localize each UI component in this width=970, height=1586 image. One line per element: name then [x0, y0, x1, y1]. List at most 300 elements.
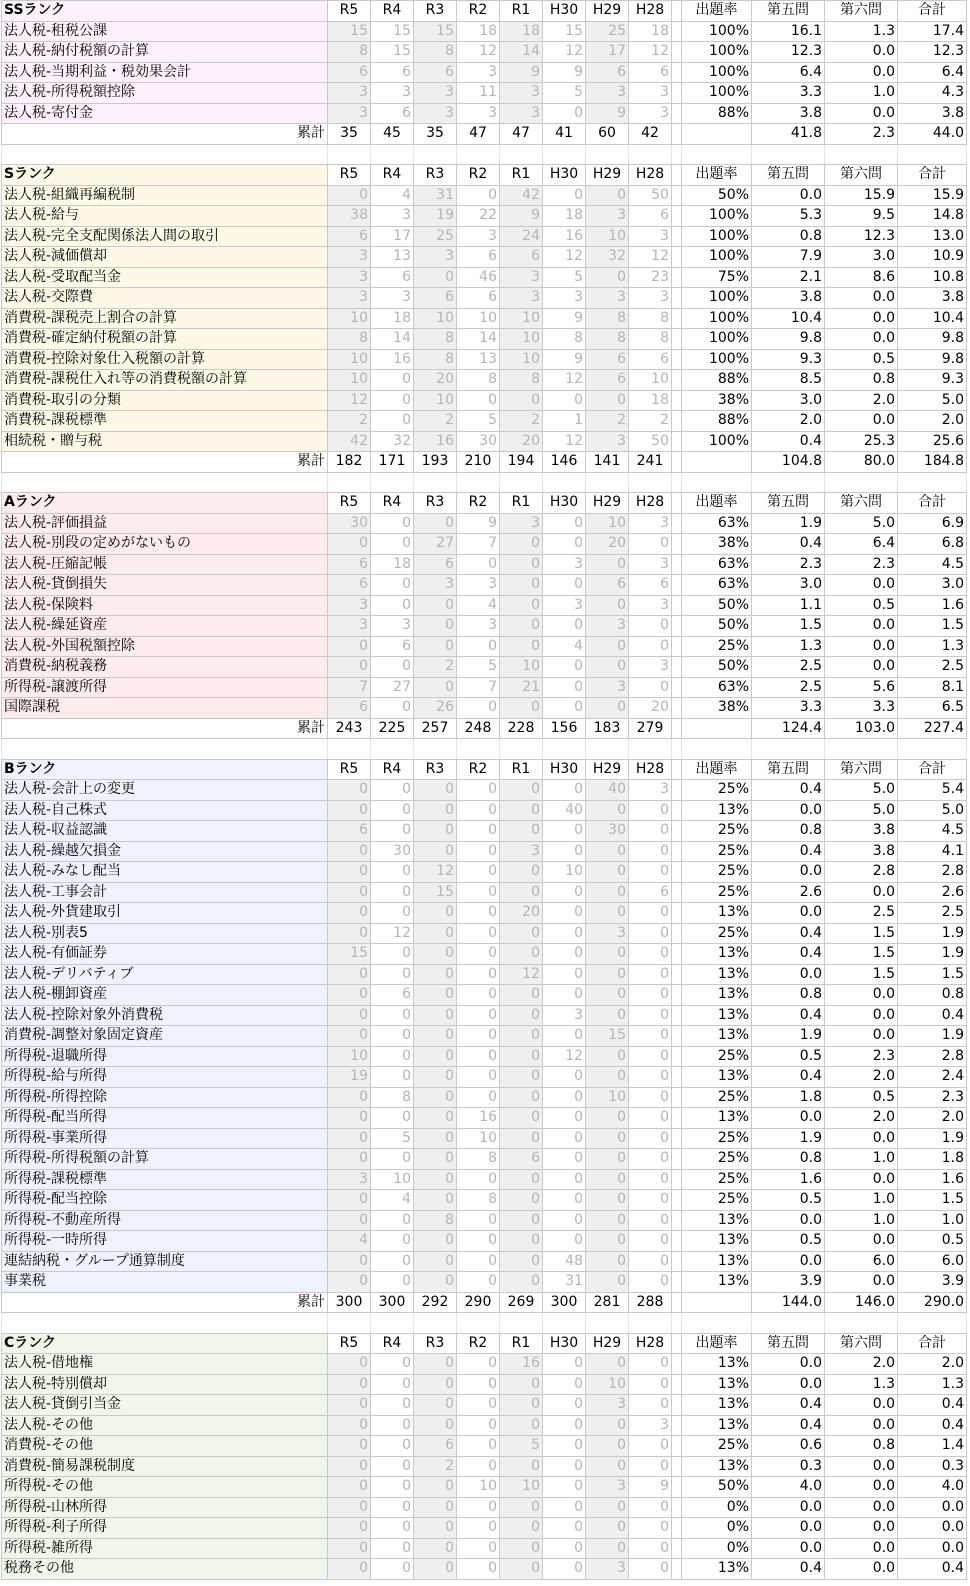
q6-cell[interactable]: 0.0 [825, 411, 898, 432]
year-score-cell[interactable]: 3 [629, 595, 672, 616]
year-column-header[interactable]: H30 [543, 493, 586, 514]
year-score-cell[interactable]: 6 [586, 370, 629, 391]
year-score-cell[interactable]: 0 [629, 1005, 672, 1026]
year-score-cell[interactable]: 0 [629, 1518, 672, 1539]
empty-cell[interactable] [672, 370, 682, 391]
year-score-cell[interactable]: 0 [457, 841, 500, 862]
year-score-cell[interactable]: 0 [629, 841, 672, 862]
q6-cell[interactable]: 2.0 [825, 1108, 898, 1129]
year-score-cell[interactable]: 6 [414, 1436, 457, 1457]
rate-cell[interactable]: 13% [682, 903, 752, 924]
q5-cell[interactable]: 0.4 [752, 923, 825, 944]
year-score-cell[interactable]: 0 [328, 964, 371, 985]
empty-cell[interactable] [672, 1, 682, 22]
empty-cell[interactable] [898, 144, 967, 165]
topic-label[interactable]: 法人税-繰延資産 [2, 616, 328, 637]
year-score-cell[interactable]: 0 [414, 1497, 457, 1518]
year-score-cell[interactable]: 0 [500, 1026, 543, 1047]
year-score-cell[interactable]: 6 [371, 103, 414, 124]
q6-cell[interactable]: 1.3 [825, 1374, 898, 1395]
year-score-cell[interactable]: 10 [414, 308, 457, 329]
year-column-header[interactable]: H29 [586, 759, 629, 780]
empty-cell[interactable] [672, 1026, 682, 1047]
total-cell[interactable]: 1.9 [898, 944, 967, 965]
q6-cell[interactable]: 0.8 [825, 370, 898, 391]
empty-cell[interactable] [672, 985, 682, 1006]
empty-cell[interactable] [672, 1046, 682, 1067]
year-score-cell[interactable]: 3 [586, 431, 629, 452]
q6-cell[interactable]: 5.6 [825, 677, 898, 698]
year-score-cell[interactable]: 31 [414, 185, 457, 206]
empty-cell[interactable] [328, 1313, 371, 1334]
year-column-header[interactable]: R2 [457, 1, 500, 22]
total-cell[interactable]: 6.5 [898, 698, 967, 719]
year-score-cell[interactable]: 23 [629, 267, 672, 288]
q6-cell[interactable]: 0.5 [825, 349, 898, 370]
q6-cell[interactable]: 0.0 [825, 1231, 898, 1252]
year-score-cell[interactable]: 40 [586, 780, 629, 801]
year-score-cell[interactable]: 0 [371, 1210, 414, 1231]
year-score-cell[interactable]: 0 [371, 595, 414, 616]
year-score-cell[interactable]: 0 [371, 698, 414, 719]
year-score-cell[interactable]: 0 [543, 1538, 586, 1559]
year-score-cell[interactable]: 0 [328, 1559, 371, 1580]
q6-cell[interactable]: 12.3 [825, 226, 898, 247]
rate-cell[interactable]: 13% [682, 1108, 752, 1129]
year-score-cell[interactable]: 0 [457, 554, 500, 575]
year-score-cell[interactable]: 3 [629, 103, 672, 124]
cumulative-year-cell[interactable]: 281 [586, 1292, 629, 1313]
year-score-cell[interactable]: 4 [457, 595, 500, 616]
topic-label[interactable]: 法人税-棚卸資産 [2, 985, 328, 1006]
year-score-cell[interactable]: 0 [328, 1436, 371, 1457]
year-score-cell[interactable]: 0 [500, 595, 543, 616]
topic-label[interactable]: 消費税-納税義務 [2, 657, 328, 678]
year-score-cell[interactable]: 8 [414, 42, 457, 63]
year-score-cell[interactable]: 3 [629, 554, 672, 575]
year-score-cell[interactable]: 3 [500, 83, 543, 104]
total-cell[interactable]: 2.3 [898, 1087, 967, 1108]
empty-cell[interactable] [898, 1313, 967, 1334]
year-score-cell[interactable]: 0 [457, 698, 500, 719]
year-score-cell[interactable]: 3 [500, 267, 543, 288]
q5-cell[interactable]: 1.5 [752, 616, 825, 637]
topic-label[interactable]: 法人税-当期利益・税効果会計 [2, 62, 328, 83]
topic-label[interactable]: 法人税-自己株式 [2, 800, 328, 821]
q5-cell[interactable]: 9.3 [752, 349, 825, 370]
q6-cell[interactable]: 0.0 [825, 1395, 898, 1416]
stat-column-header[interactable]: 合計 [898, 759, 967, 780]
year-score-cell[interactable]: 8 [457, 1190, 500, 1211]
year-score-cell[interactable]: 6 [328, 554, 371, 575]
total-cell[interactable]: 1.4 [898, 1436, 967, 1457]
year-score-cell[interactable]: 3 [328, 616, 371, 637]
year-score-cell[interactable]: 10 [500, 1477, 543, 1498]
empty-cell[interactable] [2, 1313, 328, 1334]
q6-cell[interactable]: 0.0 [825, 1005, 898, 1026]
empty-cell[interactable] [672, 226, 682, 247]
q6-cell[interactable]: 3.3 [825, 698, 898, 719]
empty-cell[interactable] [457, 1313, 500, 1334]
rate-cell[interactable]: 63% [682, 554, 752, 575]
year-score-cell[interactable]: 0 [457, 882, 500, 903]
rate-cell[interactable]: 25% [682, 780, 752, 801]
empty-cell[interactable] [672, 534, 682, 555]
year-score-cell[interactable]: 0 [328, 636, 371, 657]
year-score-cell[interactable]: 0 [457, 636, 500, 657]
year-score-cell[interactable]: 10 [457, 1128, 500, 1149]
year-score-cell[interactable]: 42 [500, 185, 543, 206]
year-score-cell[interactable]: 4 [371, 1190, 414, 1211]
empty-cell[interactable] [543, 1313, 586, 1334]
year-column-header[interactable]: H30 [543, 1, 586, 22]
topic-label[interactable]: 法人税-有価証券 [2, 944, 328, 965]
year-score-cell[interactable]: 0 [328, 1272, 371, 1293]
year-score-cell[interactable]: 0 [500, 1374, 543, 1395]
year-score-cell[interactable]: 0 [500, 1190, 543, 1211]
year-score-cell[interactable]: 6 [586, 349, 629, 370]
topic-label[interactable]: 国際課税 [2, 698, 328, 719]
year-score-cell[interactable]: 0 [328, 1456, 371, 1477]
year-score-cell[interactable]: 48 [543, 1251, 586, 1272]
year-score-cell[interactable]: 0 [457, 923, 500, 944]
empty-cell[interactable] [672, 1149, 682, 1170]
total-cell[interactable]: 14.8 [898, 206, 967, 227]
year-column-header[interactable]: H28 [629, 759, 672, 780]
empty-cell[interactable] [672, 862, 682, 883]
topic-label[interactable]: 所得税-利子所得 [2, 1518, 328, 1539]
year-score-cell[interactable]: 10 [500, 349, 543, 370]
topic-label[interactable]: 法人税-繰越欠損金 [2, 841, 328, 862]
year-score-cell[interactable]: 0 [586, 1456, 629, 1477]
year-score-cell[interactable]: 0 [500, 1005, 543, 1026]
year-score-cell[interactable]: 5 [457, 657, 500, 678]
year-score-cell[interactable]: 0 [414, 1415, 457, 1436]
q6-cell[interactable]: 1.5 [825, 944, 898, 965]
rate-cell[interactable]: 25% [682, 1436, 752, 1457]
topic-label[interactable]: 消費税-調整対象固定資産 [2, 1026, 328, 1047]
q5-cell[interactable]: 1.1 [752, 595, 825, 616]
topic-label[interactable]: 法人税-デリバティブ [2, 964, 328, 985]
year-score-cell[interactable]: 0 [543, 1518, 586, 1539]
year-score-cell[interactable]: 0 [586, 841, 629, 862]
year-score-cell[interactable]: 12 [500, 964, 543, 985]
rate-cell[interactable]: 13% [682, 1251, 752, 1272]
year-score-cell[interactable]: 0 [586, 1415, 629, 1436]
year-score-cell[interactable]: 6 [629, 882, 672, 903]
empty-cell[interactable] [752, 739, 825, 760]
year-score-cell[interactable]: 0 [371, 780, 414, 801]
year-score-cell[interactable]: 0 [414, 1518, 457, 1539]
year-score-cell[interactable]: 0 [500, 1251, 543, 1272]
rate-cell[interactable]: 25% [682, 821, 752, 842]
year-score-cell[interactable]: 6 [629, 62, 672, 83]
empty-cell[interactable] [672, 411, 682, 432]
empty-cell[interactable] [752, 472, 825, 493]
year-column-header[interactable]: R1 [500, 1, 543, 22]
empty-cell[interactable] [2, 739, 328, 760]
year-score-cell[interactable]: 0 [543, 1477, 586, 1498]
empty-cell[interactable] [543, 739, 586, 760]
year-score-cell[interactable]: 6 [371, 985, 414, 1006]
empty-cell[interactable] [500, 739, 543, 760]
year-score-cell[interactable]: 0 [414, 1538, 457, 1559]
total-cell[interactable]: 1.9 [898, 923, 967, 944]
stat-column-header[interactable]: 出題率 [682, 1333, 752, 1354]
year-score-cell[interactable]: 0 [371, 821, 414, 842]
year-score-cell[interactable]: 0 [500, 1395, 543, 1416]
year-score-cell[interactable]: 30 [586, 821, 629, 842]
q6-cell[interactable]: 0.0 [825, 1497, 898, 1518]
year-score-cell[interactable]: 10 [543, 862, 586, 883]
total-cell[interactable]: 6.0 [898, 1251, 967, 1272]
topic-label[interactable]: 税務その他 [2, 1559, 328, 1580]
total-cell[interactable]: 2.6 [898, 882, 967, 903]
total-cell[interactable]: 1.5 [898, 616, 967, 637]
section-title[interactable]: Aランク [2, 493, 328, 514]
year-score-cell[interactable]: 12 [543, 42, 586, 63]
year-score-cell[interactable]: 6 [371, 267, 414, 288]
q5-cell[interactable]: 1.9 [752, 513, 825, 534]
empty-cell[interactable] [371, 1313, 414, 1334]
empty-cell[interactable] [672, 1190, 682, 1211]
empty-cell[interactable] [672, 472, 682, 493]
q5-cell[interactable]: 3.9 [752, 1272, 825, 1293]
q6-cell[interactable]: 2.0 [825, 1354, 898, 1375]
year-score-cell[interactable]: 16 [414, 431, 457, 452]
total-cell[interactable]: 9.8 [898, 349, 967, 370]
year-score-cell[interactable]: 6 [500, 247, 543, 268]
year-score-cell[interactable]: 17 [371, 226, 414, 247]
year-score-cell[interactable]: 0 [543, 185, 586, 206]
q6-cell[interactable]: 6.4 [825, 534, 898, 555]
year-score-cell[interactable]: 0 [328, 1395, 371, 1416]
year-score-cell[interactable]: 0 [586, 1005, 629, 1026]
year-score-cell[interactable]: 0 [371, 1231, 414, 1252]
year-score-cell[interactable]: 20 [500, 903, 543, 924]
empty-cell[interactable] [682, 452, 752, 473]
year-score-cell[interactable]: 14 [457, 329, 500, 350]
year-score-cell[interactable]: 6 [586, 62, 629, 83]
year-score-cell[interactable]: 0 [414, 513, 457, 534]
topic-label[interactable]: 所得税-所得税額の計算 [2, 1149, 328, 1170]
topic-label[interactable]: 法人税-別表5 [2, 923, 328, 944]
year-score-cell[interactable]: 0 [586, 595, 629, 616]
rate-cell[interactable]: 50% [682, 657, 752, 678]
empty-cell[interactable] [672, 390, 682, 411]
year-column-header[interactable]: H29 [586, 1333, 629, 1354]
topic-label[interactable]: 法人税-別段の定めがないもの [2, 534, 328, 555]
topic-label[interactable]: 消費税-課税売上割合の計算 [2, 308, 328, 329]
year-score-cell[interactable]: 3 [414, 103, 457, 124]
year-score-cell[interactable]: 0 [328, 800, 371, 821]
empty-cell[interactable] [672, 739, 682, 760]
year-score-cell[interactable]: 0 [543, 1128, 586, 1149]
year-score-cell[interactable]: 10 [457, 1477, 500, 1498]
total-cell[interactable]: 5.4 [898, 780, 967, 801]
year-score-cell[interactable]: 26 [414, 698, 457, 719]
rate-cell[interactable]: 50% [682, 616, 752, 637]
year-score-cell[interactable]: 6 [629, 206, 672, 227]
year-score-cell[interactable]: 3 [414, 575, 457, 596]
year-score-cell[interactable]: 6 [414, 554, 457, 575]
empty-cell[interactable] [672, 1374, 682, 1395]
year-score-cell[interactable]: 0 [457, 1436, 500, 1457]
empty-cell[interactable] [672, 431, 682, 452]
year-score-cell[interactable]: 0 [371, 1559, 414, 1580]
year-score-cell[interactable]: 0 [500, 616, 543, 637]
year-column-header[interactable]: R2 [457, 1333, 500, 1354]
rate-cell[interactable]: 25% [682, 882, 752, 903]
rate-cell[interactable]: 13% [682, 1272, 752, 1293]
q6-cell[interactable]: 1.5 [825, 923, 898, 944]
year-score-cell[interactable]: 10 [500, 657, 543, 678]
total-cell[interactable]: 0.4 [898, 1559, 967, 1580]
year-column-header[interactable]: R5 [328, 1, 371, 22]
topic-label[interactable]: 法人税-完全支配関係法人間の取引 [2, 226, 328, 247]
total-cell[interactable]: 1.0 [898, 1210, 967, 1231]
year-score-cell[interactable]: 2 [414, 657, 457, 678]
year-score-cell[interactable]: 0 [371, 1026, 414, 1047]
empty-cell[interactable] [328, 472, 371, 493]
year-score-cell[interactable]: 8 [543, 329, 586, 350]
year-score-cell[interactable]: 0 [500, 882, 543, 903]
q6-cell[interactable]: 0.0 [825, 636, 898, 657]
year-score-cell[interactable]: 0 [586, 1497, 629, 1518]
stat-column-header[interactable]: 合計 [898, 1333, 967, 1354]
rate-cell[interactable]: 13% [682, 1559, 752, 1580]
cumulative-year-cell[interactable]: 171 [371, 452, 414, 473]
empty-cell[interactable] [672, 1436, 682, 1457]
rate-cell[interactable]: 13% [682, 1456, 752, 1477]
total-cell[interactable]: 12.3 [898, 42, 967, 63]
year-score-cell[interactable]: 0 [543, 1026, 586, 1047]
year-score-cell[interactable]: 0 [500, 636, 543, 657]
year-score-cell[interactable]: 10 [457, 308, 500, 329]
topic-label[interactable]: 法人税-減価償却 [2, 247, 328, 268]
year-score-cell[interactable]: 0 [629, 1108, 672, 1129]
year-score-cell[interactable]: 0 [500, 1169, 543, 1190]
year-score-cell[interactable]: 0 [457, 1005, 500, 1026]
stat-column-header[interactable]: 第六問 [825, 1333, 898, 1354]
topic-label[interactable]: 事業税 [2, 1272, 328, 1293]
year-score-cell[interactable]: 0 [457, 1374, 500, 1395]
cumulative-label[interactable]: 累計 [2, 124, 328, 145]
total-cell[interactable]: 2.8 [898, 1046, 967, 1067]
year-score-cell[interactable]: 5 [457, 411, 500, 432]
year-score-cell[interactable]: 0 [414, 616, 457, 637]
year-score-cell[interactable]: 0 [371, 1436, 414, 1457]
empty-cell[interactable] [672, 616, 682, 637]
cumulative-year-cell[interactable]: 300 [328, 1292, 371, 1313]
year-score-cell[interactable]: 0 [457, 1272, 500, 1293]
total-cell[interactable]: 17.4 [898, 21, 967, 42]
total-cell[interactable]: 8.1 [898, 677, 967, 698]
q6-cell[interactable]: 0.0 [825, 1477, 898, 1498]
year-score-cell[interactable]: 0 [328, 841, 371, 862]
rate-cell[interactable]: 50% [682, 1477, 752, 1498]
empty-cell[interactable] [898, 472, 967, 493]
topic-label[interactable]: 法人税-圧縮記帳 [2, 554, 328, 575]
cumulative-year-cell[interactable]: 243 [328, 718, 371, 739]
topic-label[interactable]: 消費税-確定納付税額の計算 [2, 329, 328, 350]
year-score-cell[interactable]: 3 [328, 288, 371, 309]
empty-cell[interactable] [672, 103, 682, 124]
year-score-cell[interactable]: 16 [457, 1108, 500, 1129]
rate-cell[interactable]: 100% [682, 21, 752, 42]
q5-cell[interactable]: 4.0 [752, 1477, 825, 1498]
year-score-cell[interactable]: 9 [543, 62, 586, 83]
year-score-cell[interactable]: 0 [414, 1231, 457, 1252]
year-score-cell[interactable]: 0 [543, 513, 586, 534]
stat-column-header[interactable]: 合計 [898, 493, 967, 514]
total-cell[interactable]: 0.0 [898, 1518, 967, 1539]
year-score-cell[interactable]: 0 [629, 1538, 672, 1559]
year-score-cell[interactable]: 0 [543, 841, 586, 862]
year-score-cell[interactable]: 8 [457, 1149, 500, 1170]
q5-cell[interactable]: 9.8 [752, 329, 825, 350]
year-score-cell[interactable]: 0 [371, 1415, 414, 1436]
year-score-cell[interactable]: 20 [414, 370, 457, 391]
empty-cell[interactable] [672, 1415, 682, 1436]
topic-label[interactable]: 法人税-借地権 [2, 1354, 328, 1375]
cumulative-label[interactable]: 累計 [2, 1292, 328, 1313]
year-score-cell[interactable]: 12 [371, 923, 414, 944]
year-score-cell[interactable]: 0 [371, 1149, 414, 1170]
q5-cell[interactable]: 0.0 [752, 903, 825, 924]
year-score-cell[interactable]: 3 [543, 595, 586, 616]
year-score-cell[interactable]: 0 [586, 1190, 629, 1211]
year-score-cell[interactable]: 30 [371, 841, 414, 862]
empty-cell[interactable] [672, 83, 682, 104]
year-score-cell[interactable]: 0 [500, 1415, 543, 1436]
year-score-cell[interactable]: 0 [629, 1210, 672, 1231]
empty-cell[interactable] [672, 21, 682, 42]
q6-cell[interactable]: 0.0 [825, 1026, 898, 1047]
year-score-cell[interactable]: 0 [414, 1354, 457, 1375]
year-score-cell[interactable]: 0 [414, 1046, 457, 1067]
empty-cell[interactable] [672, 1210, 682, 1231]
q5-cell[interactable]: 0.0 [752, 1538, 825, 1559]
year-score-cell[interactable]: 0 [586, 1231, 629, 1252]
year-score-cell[interactable]: 0 [414, 1149, 457, 1170]
empty-cell[interactable] [371, 739, 414, 760]
year-score-cell[interactable]: 3 [328, 83, 371, 104]
year-score-cell[interactable]: 0 [457, 1169, 500, 1190]
q5-cell[interactable]: 0.4 [752, 1005, 825, 1026]
q5-cell[interactable]: 0.0 [752, 185, 825, 206]
year-score-cell[interactable]: 0 [500, 698, 543, 719]
stat-column-header[interactable]: 第六問 [825, 759, 898, 780]
total-cell[interactable]: 25.6 [898, 431, 967, 452]
q6-cell[interactable]: 1.3 [825, 21, 898, 42]
year-score-cell[interactable]: 0 [414, 677, 457, 698]
section-title[interactable]: Sランク [2, 165, 328, 186]
year-score-cell[interactable]: 2 [414, 411, 457, 432]
year-score-cell[interactable]: 18 [629, 390, 672, 411]
rate-cell[interactable]: 13% [682, 985, 752, 1006]
year-score-cell[interactable]: 0 [586, 267, 629, 288]
q6-cell[interactable]: 9.5 [825, 206, 898, 227]
q5-cell[interactable]: 5.3 [752, 206, 825, 227]
year-score-cell[interactable]: 0 [457, 964, 500, 985]
year-score-cell[interactable]: 0 [586, 1436, 629, 1457]
q5-cell[interactable]: 0.5 [752, 1046, 825, 1067]
q5-cell[interactable]: 12.3 [752, 42, 825, 63]
q5-cell[interactable]: 7.9 [752, 247, 825, 268]
year-score-cell[interactable]: 0 [414, 841, 457, 862]
topic-label[interactable]: 消費税-簡易課税制度 [2, 1456, 328, 1477]
